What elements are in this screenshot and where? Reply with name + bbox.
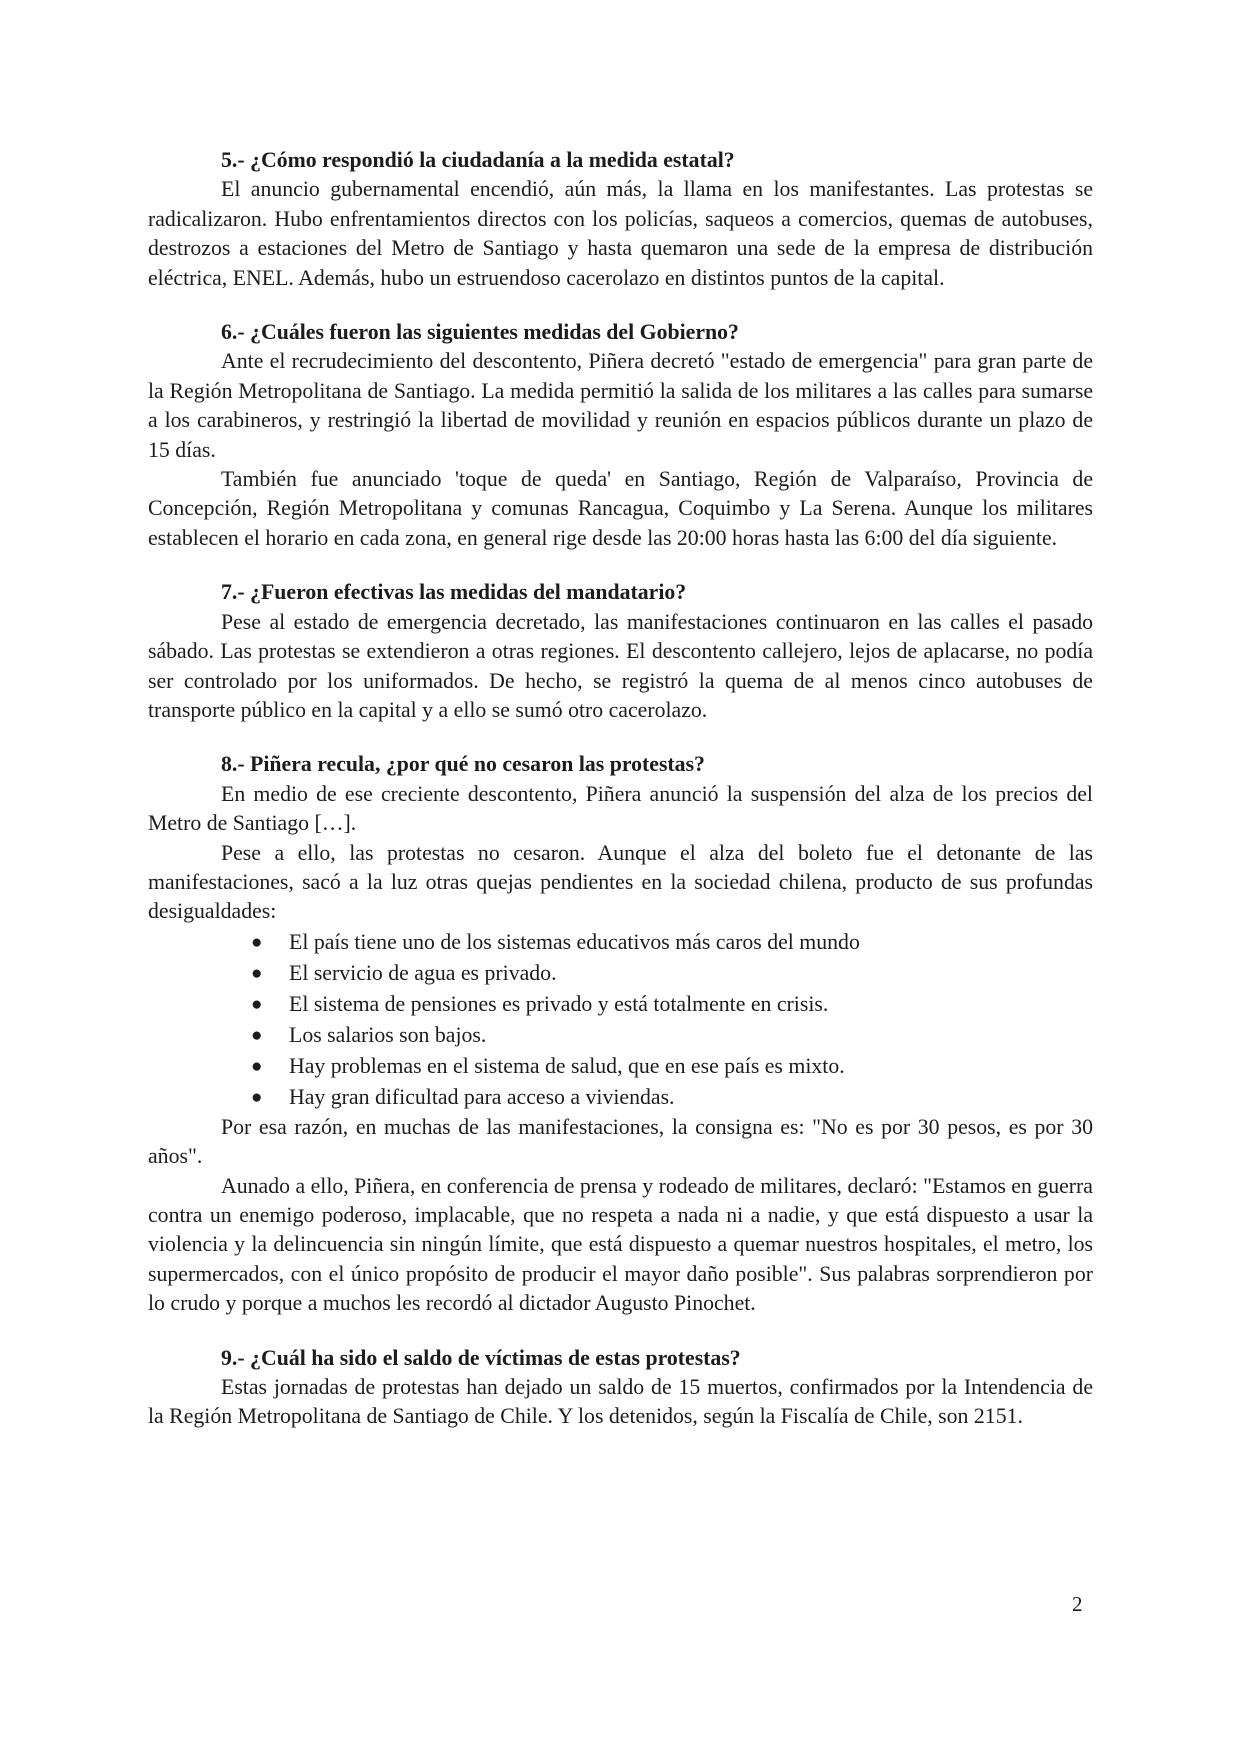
section-paragraph: Por esa razón, en muchas de las manifestaciones, la consigna es: "No es por 30 pesos, es por 30 años".	[148, 1114, 1093, 1169]
list-item	[251, 989, 1093, 1020]
section-paragraph: También fue anunciado 'toque de queda' en Santiago, Región de Valparaíso, Provincia de Concepción, Región Metropolitana y comunas Rancagua, Coquimbo y La Serena. Aunque los militares establecen el horario en cada zona, en general rige desde las 20:00 horas hasta las 6:00 del día siguiente.	[148, 467, 1093, 550]
page-content	[148, 146, 1093, 1457]
section-9	[148, 1344, 1093, 1432]
list-item-text: Los salarios son bajos.	[289, 1022, 487, 1047]
bullet-icon: ●	[251, 1055, 263, 1077]
section-paragraph: Estas jornadas de protestas han dejado un saldo de 15 muertos, confirmados por la Intendencia de la Región Metropolitana de Santiago de Chile. Y los detenidos, según la Fiscalía de Chile, son 2151.	[148, 1375, 1093, 1429]
section-paragraph: En medio de ese creciente descontento, Piñera anunció la suspensión del alza de los precios del Metro de Santiago […].	[148, 781, 1093, 836]
bullet-icon: ●	[251, 931, 263, 953]
section-paragraph: Pese al estado de emergencia decretado, las manifestaciones continuaron en las calles el pasado sábado. Las protestas se extendieron a otras regiones. El descontento callejero, lejos de aplacarse, no podía ser controlado por los uniformados. De hecho, se registró la quema de al menos cinco autobuses de transporte público en la capital y a ello se sumó otro cacerolazo.	[148, 609, 1093, 722]
list-item-text: Hay problemas en el sistema de salud, que en ese país es mixto.	[289, 1053, 845, 1078]
bullet-icon: ●	[251, 1086, 263, 1108]
section-6	[148, 318, 1093, 553]
section-5	[148, 146, 1093, 293]
list-item	[251, 1020, 1093, 1051]
list-item	[251, 1082, 1093, 1113]
section-heading: 9.- ¿Cuál ha sido el saldo de víctimas de estas protestas?	[221, 1345, 741, 1370]
bullet-icon: ●	[251, 962, 263, 984]
list-item-text: El sistema de pensiones es privado y está totalmente en crisis.	[289, 991, 829, 1016]
list-item-text: Hay gran dificultad para acceso a viviendas.	[289, 1084, 675, 1109]
bullet-icon: ●	[251, 1024, 263, 1046]
section-paragraph: Ante el recrudecimiento del descontento, Piñera decretó "estado de emergencia" para gran parte de la Región Metropolitana de Santiago. La medida permitió la salida de los militares a las calles para sumarse a los carabineros, y restringió la libertad de movilidad y reunión en espacios públicos durante un plazo de 15 días.	[148, 349, 1093, 462]
section-heading: 7.- ¿Fueron efectivas las medidas del mandatario?	[221, 580, 687, 605]
list-item-text: El país tiene uno de los sistemas educativos más caros del mundo	[289, 929, 860, 954]
section-paragraph: El anuncio gubernamental encendió, aún más, la llama en los manifestantes. Las protestas se radicalizaron. Hubo enfrentamientos directos con los policías, saqueos a comercios, quemas de autobuses, destrozos a estaciones del Metro de Santiago y hasta quemaron una sede de la empresa de distribución eléctrica, ENEL. Además, hubo un estruendoso cacerolazo en distintos puntos de la capital.	[148, 177, 1093, 290]
bullet-icon: ●	[251, 993, 263, 1015]
list-item-text: El servicio de agua es privado.	[289, 960, 557, 985]
page-number: 2	[1072, 1592, 1083, 1616]
list-item	[251, 1051, 1093, 1082]
grievances-list	[148, 927, 1093, 1113]
section-8	[148, 750, 1093, 1318]
list-item	[251, 927, 1093, 958]
section-paragraph: Aunado a ello, Piñera, en conferencia de prensa y rodeado de militares, declaró: "Estamos en guerra contra un enemigo poderoso, implacable, que no respeta a nada ni a nadie, y que está dispuesto a usar la violencia y la delincuencia sin ningún límite, que está dispuesto a quemar nuestros hospitales, el metro, los supermercados, con el único propósito de producir el mayor daño posible". Sus palabras sorprendieron por lo crudo y porque a muchos les recordó al dictador Augusto Pinochet.	[148, 1173, 1093, 1316]
list-item	[251, 958, 1093, 989]
section-7	[148, 578, 1093, 725]
section-heading: 8.- Piñera recula, ¿por qué no cesaron las protestas?	[221, 752, 705, 777]
section-paragraph: Pese a ello, las protestas no cesaron. Aunque el alza del boleto fue el detonante de las manifestaciones, sacó a la luz otras quejas pendientes en la sociedad chilena, producto de sus profundas desigualdades:	[148, 840, 1093, 924]
section-heading: 6.- ¿Cuáles fueron las siguientes medidas del Gobierno?	[221, 320, 739, 345]
section-heading: 5.- ¿Cómo respondió la ciudadanía a la medida estatal?	[221, 148, 735, 172]
